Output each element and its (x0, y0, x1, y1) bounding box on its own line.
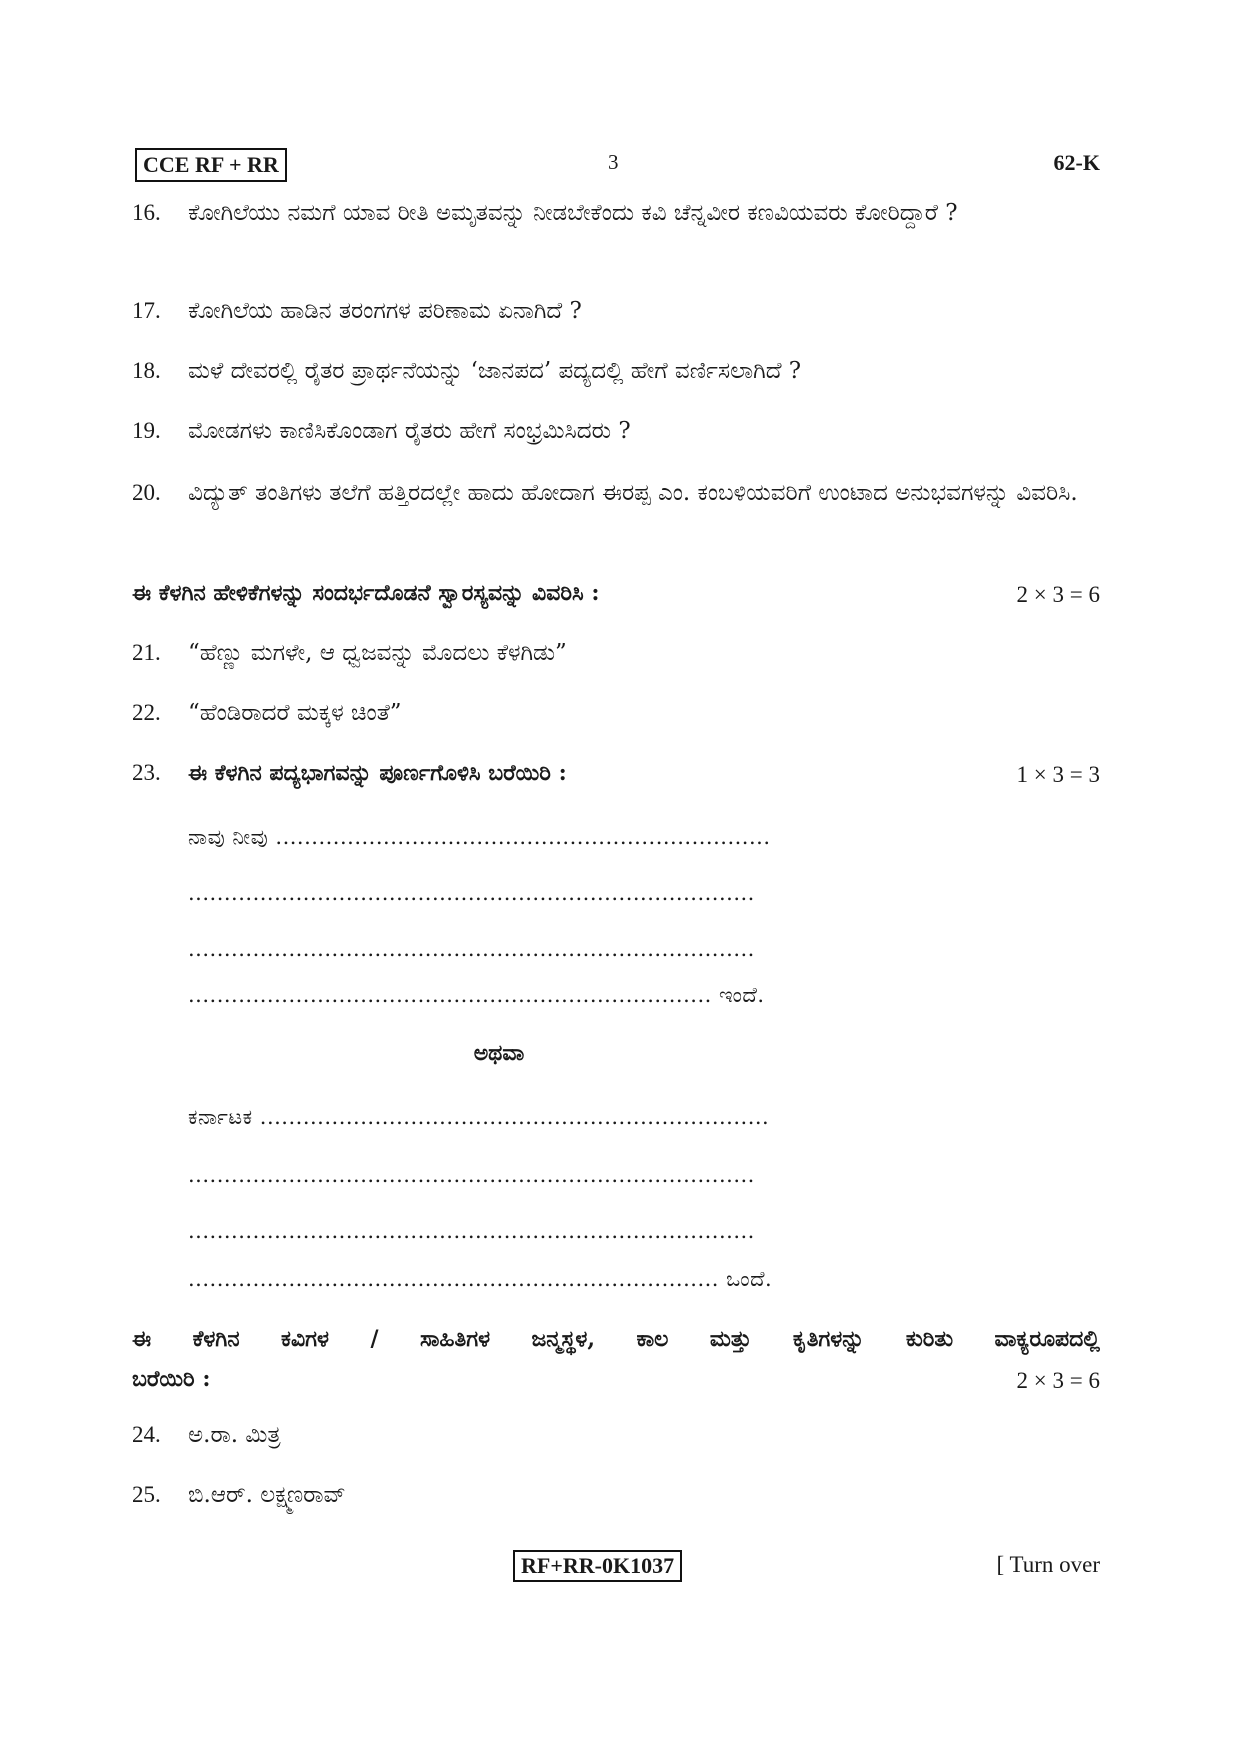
question-number: 16. (132, 200, 161, 225)
question-23 (132, 752, 1100, 794)
question-17 (132, 290, 1100, 332)
or-label: ಅಥವಾ (473, 1040, 525, 1066)
turn-over-label: [ Turn over (996, 1552, 1100, 1577)
question-16 (132, 192, 1100, 234)
poem-line-1: ನಾವು ನೀವು ..................................................................... (188, 825, 771, 849)
question-text: ಕೋಗಿಲೆಯು ನಮಗೆ ಯಾವ ರೀತಿ ಅಮೃತವನ್ನು ನೀಡಬೇಕೆಂದು ಕವಿ ಚೆನ್ನವೀರ ಕಣವಿಯವರು ಕೋರಿದ್ದಾರೆ ? (188, 200, 958, 226)
poem-end-text: ಇಂದೆ. (718, 983, 765, 1007)
question-text: ಬಿ.ಆರ್. ಲಕ್ಷ್ಮಣರಾವ್ (188, 1482, 346, 1508)
question-text: ಈ ಕೆಳಗಿನ ಪದ್ಯಭಾಗವನ್ನು ಪೂರ್ಣಗೊಳಿಸಿ ಬರೆಯಿರಿ : (188, 760, 567, 786)
question-number: 24. (132, 1422, 161, 1447)
question-number: 25. (132, 1482, 161, 1507)
authors-marks: 2 × 3 = 6 (1016, 1368, 1100, 1393)
poem-line-4: .......................................................................... ಒಂದೆ. (188, 1267, 773, 1291)
question-text: ಮೋಡಗಳು ಕಾಣಿಸಿಕೊಂಡಾಗ ರೈತರು ಹೇಗೆ ಸಂಭ್ರಮಿಸಿದರು ? (188, 418, 631, 444)
question-number: 17. (132, 298, 161, 323)
authors-instruction: ಈ ಕೆಳಗಿನ ಕವಿಗಳ / ಸಾಹಿತಿಗಳ ಜನ್ಮಸ್ಥಳ, ಕಾಲ ಮತ್ತು ಕೃತಿಗಳನ್ನು ಕುರಿತು ವಾಕ್ಯರೂಪದಲ್ಲಿ (132, 1326, 1100, 1352)
paper-code: 62-K (1053, 150, 1100, 175)
page-number: 3 (608, 150, 619, 174)
poem-line-3: ............................................................................... (188, 1219, 755, 1243)
authors-instruction-cont: ಬರೆಯಿರಿ : (132, 1366, 211, 1392)
question-text: ಮಳೆ ದೇವರಲ್ಲಿ ರೈತರ ಪ್ರಾರ್ಥನೆಯನ್ನು ‘ಜಾನಪದ’ ಪದ್ಯದಲ್ಲಿ ಹೇಗೆ ವರ್ಣಿಸಲಾಗಿದೆ ? (188, 358, 802, 384)
question-24 (132, 1414, 1100, 1456)
question-text: ಅ.ರಾ. ಮಿತ್ರ (188, 1422, 281, 1448)
question-25 (132, 1474, 1100, 1516)
q23-marks: 1 × 3 = 3 (1016, 762, 1100, 787)
context-instruction: ಈ ಕೆಳಗಿನ ಹೇಳಿಕೆಗಳನ್ನು ಸಂದರ್ಭದೊಡನೆ ಸ್ವಾರಸ್ಯವನ್ನು ವಿವರಿಸಿ : (132, 580, 600, 606)
question-number: 22. (132, 700, 161, 725)
poem-line-3: ............................................................................... (188, 937, 755, 961)
question-19 (132, 410, 1100, 452)
question-number: 19. (132, 418, 161, 443)
question-text: ವಿದ್ಯುತ್ ತಂತಿಗಳು ತಲೆಗೆ ಹತ್ತಿರದಲ್ಲೇ ಹಾದು ಹೋದಾಗ ಈರಪ್ಪ ಎಂ. ಕಂಬಳಿಯವರಿಗೆ ಉಂಟಾದ ಅನುಭವಗಳನ್ನು ವಿವರಿಸಿ. (188, 480, 1078, 506)
question-22 (132, 692, 1100, 734)
question-21 (132, 632, 1100, 674)
context-marks: 2 × 3 = 6 (1016, 582, 1100, 607)
poem-line-2: ............................................................................... (188, 881, 755, 905)
poem-line-1: ಕರ್ನಾಟಕ ....................................................................... (188, 1105, 770, 1129)
poem-start-text: ಕರ್ನಾಟಕ (188, 1105, 253, 1129)
question-text: “ಹೆಣ್ಣು ಮಗಳೇ, ಆ ಧ್ವಜವನ್ನು ಮೊದಲು ಕೆಳಗಿಡು” (188, 640, 567, 666)
question-text: “ಹೆಂಡಿರಾದರೆ ಮಕ್ಕಳ ಚಿಂತೆ” (188, 700, 402, 726)
poem-end-text: ಒಂದೆ. (726, 1267, 773, 1291)
poem-start-text: ನಾವು ನೀವು (188, 825, 269, 849)
question-number: 18. (132, 358, 161, 383)
question-20 (132, 472, 1100, 514)
question-number: 23. (132, 760, 161, 785)
poem-line-4: ......................................................................... ಇಂದೆ. (188, 983, 765, 1007)
question-18 (132, 350, 1100, 392)
poem-line-2: ............................................................................... (188, 1163, 755, 1187)
question-number: 20. (132, 480, 161, 505)
question-text: ಕೋಗಿಲೆಯ ಹಾಡಿನ ತರಂಗಗಳ ಪರಿಣಾಮ ಏನಾಗಿದೆ ? (188, 298, 582, 324)
header-series-box: CCE RF + RR (135, 148, 287, 182)
footer-code-box: RF+RR-0K1037 (513, 1550, 682, 1582)
question-number: 21. (132, 640, 161, 665)
